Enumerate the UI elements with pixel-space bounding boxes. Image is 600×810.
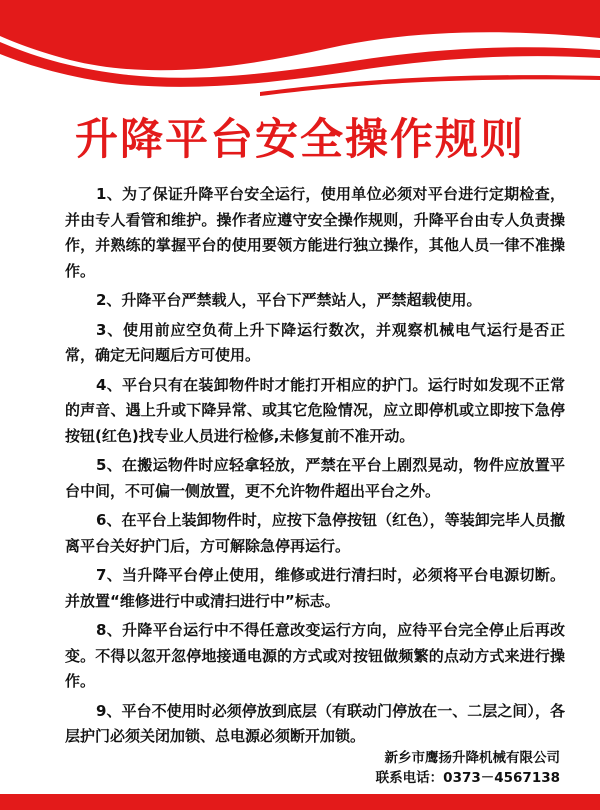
- swoosh-main-band: [0, 0, 600, 70]
- rule-item-3: 3、使用前应空负荷上升下降运行数次，并观察机械电气运行是否正常，确定无问题后方可使用。: [65, 320, 565, 364]
- swoosh-thin-stripe: [260, 75, 600, 96]
- rule-item-8: 8、升降平台运行中不得任意改变运行方向，应待平台完全停止后再改变。不得以忽开忽停地接通电源的方式或对按钮做频繁的点动方式来进行操作。: [65, 621, 565, 690]
- rule-item-4: 4、平台只有在装卸物件时才能打开相应的护门。运行时如发现不正常的声音、遇上升或下降异常、或其它危险情况，应立即停机或立即按下急停按钮(红色)找专业人员进行检修,未修复前不准开动。: [65, 375, 565, 445]
- rule-item-9: 9、平台不使用时必须停放到底层（有联动门停放在一、二层之间），各层护门必须关闭加锁、总电源必须断开加锁。: [65, 701, 565, 745]
- rule-item-1: 1、为了保证升降平台安全运行，使用单位必须对平台进行定期检查，并由专人看管和维护。操作者应遵守安全操作规则，升降平台由专人负责操作，并熟练的掌握平台的使用要领方能进行独立操作，其他人员一律不准操作。: [65, 185, 565, 280]
- rule-item-6: 6、在平台上装卸物件时，应按下急停按钮（红色），等装卸完毕人员撤离平台关好护门后，方可解除急停再运行。: [65, 511, 565, 555]
- contact-phone: 联系电话：0373－4567138: [375, 770, 560, 786]
- rules-list: [65, 182, 565, 754]
- rule-item-7: 7、当升降平台停止使用，维修或进行清扫时，必须将平台电源切断。并放置“维修进行中或清扫进行中”标志。: [65, 566, 565, 610]
- page-title: 升降平台安全操作规则: [75, 115, 525, 165]
- rule-item-5: 5、在搬运物件时应轻拿轻放，严禁在平台上剧烈晃动，物件应放置平台中间，不可偏一侧放置，更不允许物件超出平台之外。: [65, 456, 565, 500]
- bottom-red-band: [0, 794, 600, 810]
- rule-item-2: 2、升降平台严禁载人，平台下严禁站人，严禁超载使用。: [96, 291, 482, 309]
- footer: [330, 748, 560, 788]
- red-swoosh-decoration: [0, 0, 600, 110]
- company-name: 新乡市鹰扬升降机械有限公司: [384, 750, 560, 766]
